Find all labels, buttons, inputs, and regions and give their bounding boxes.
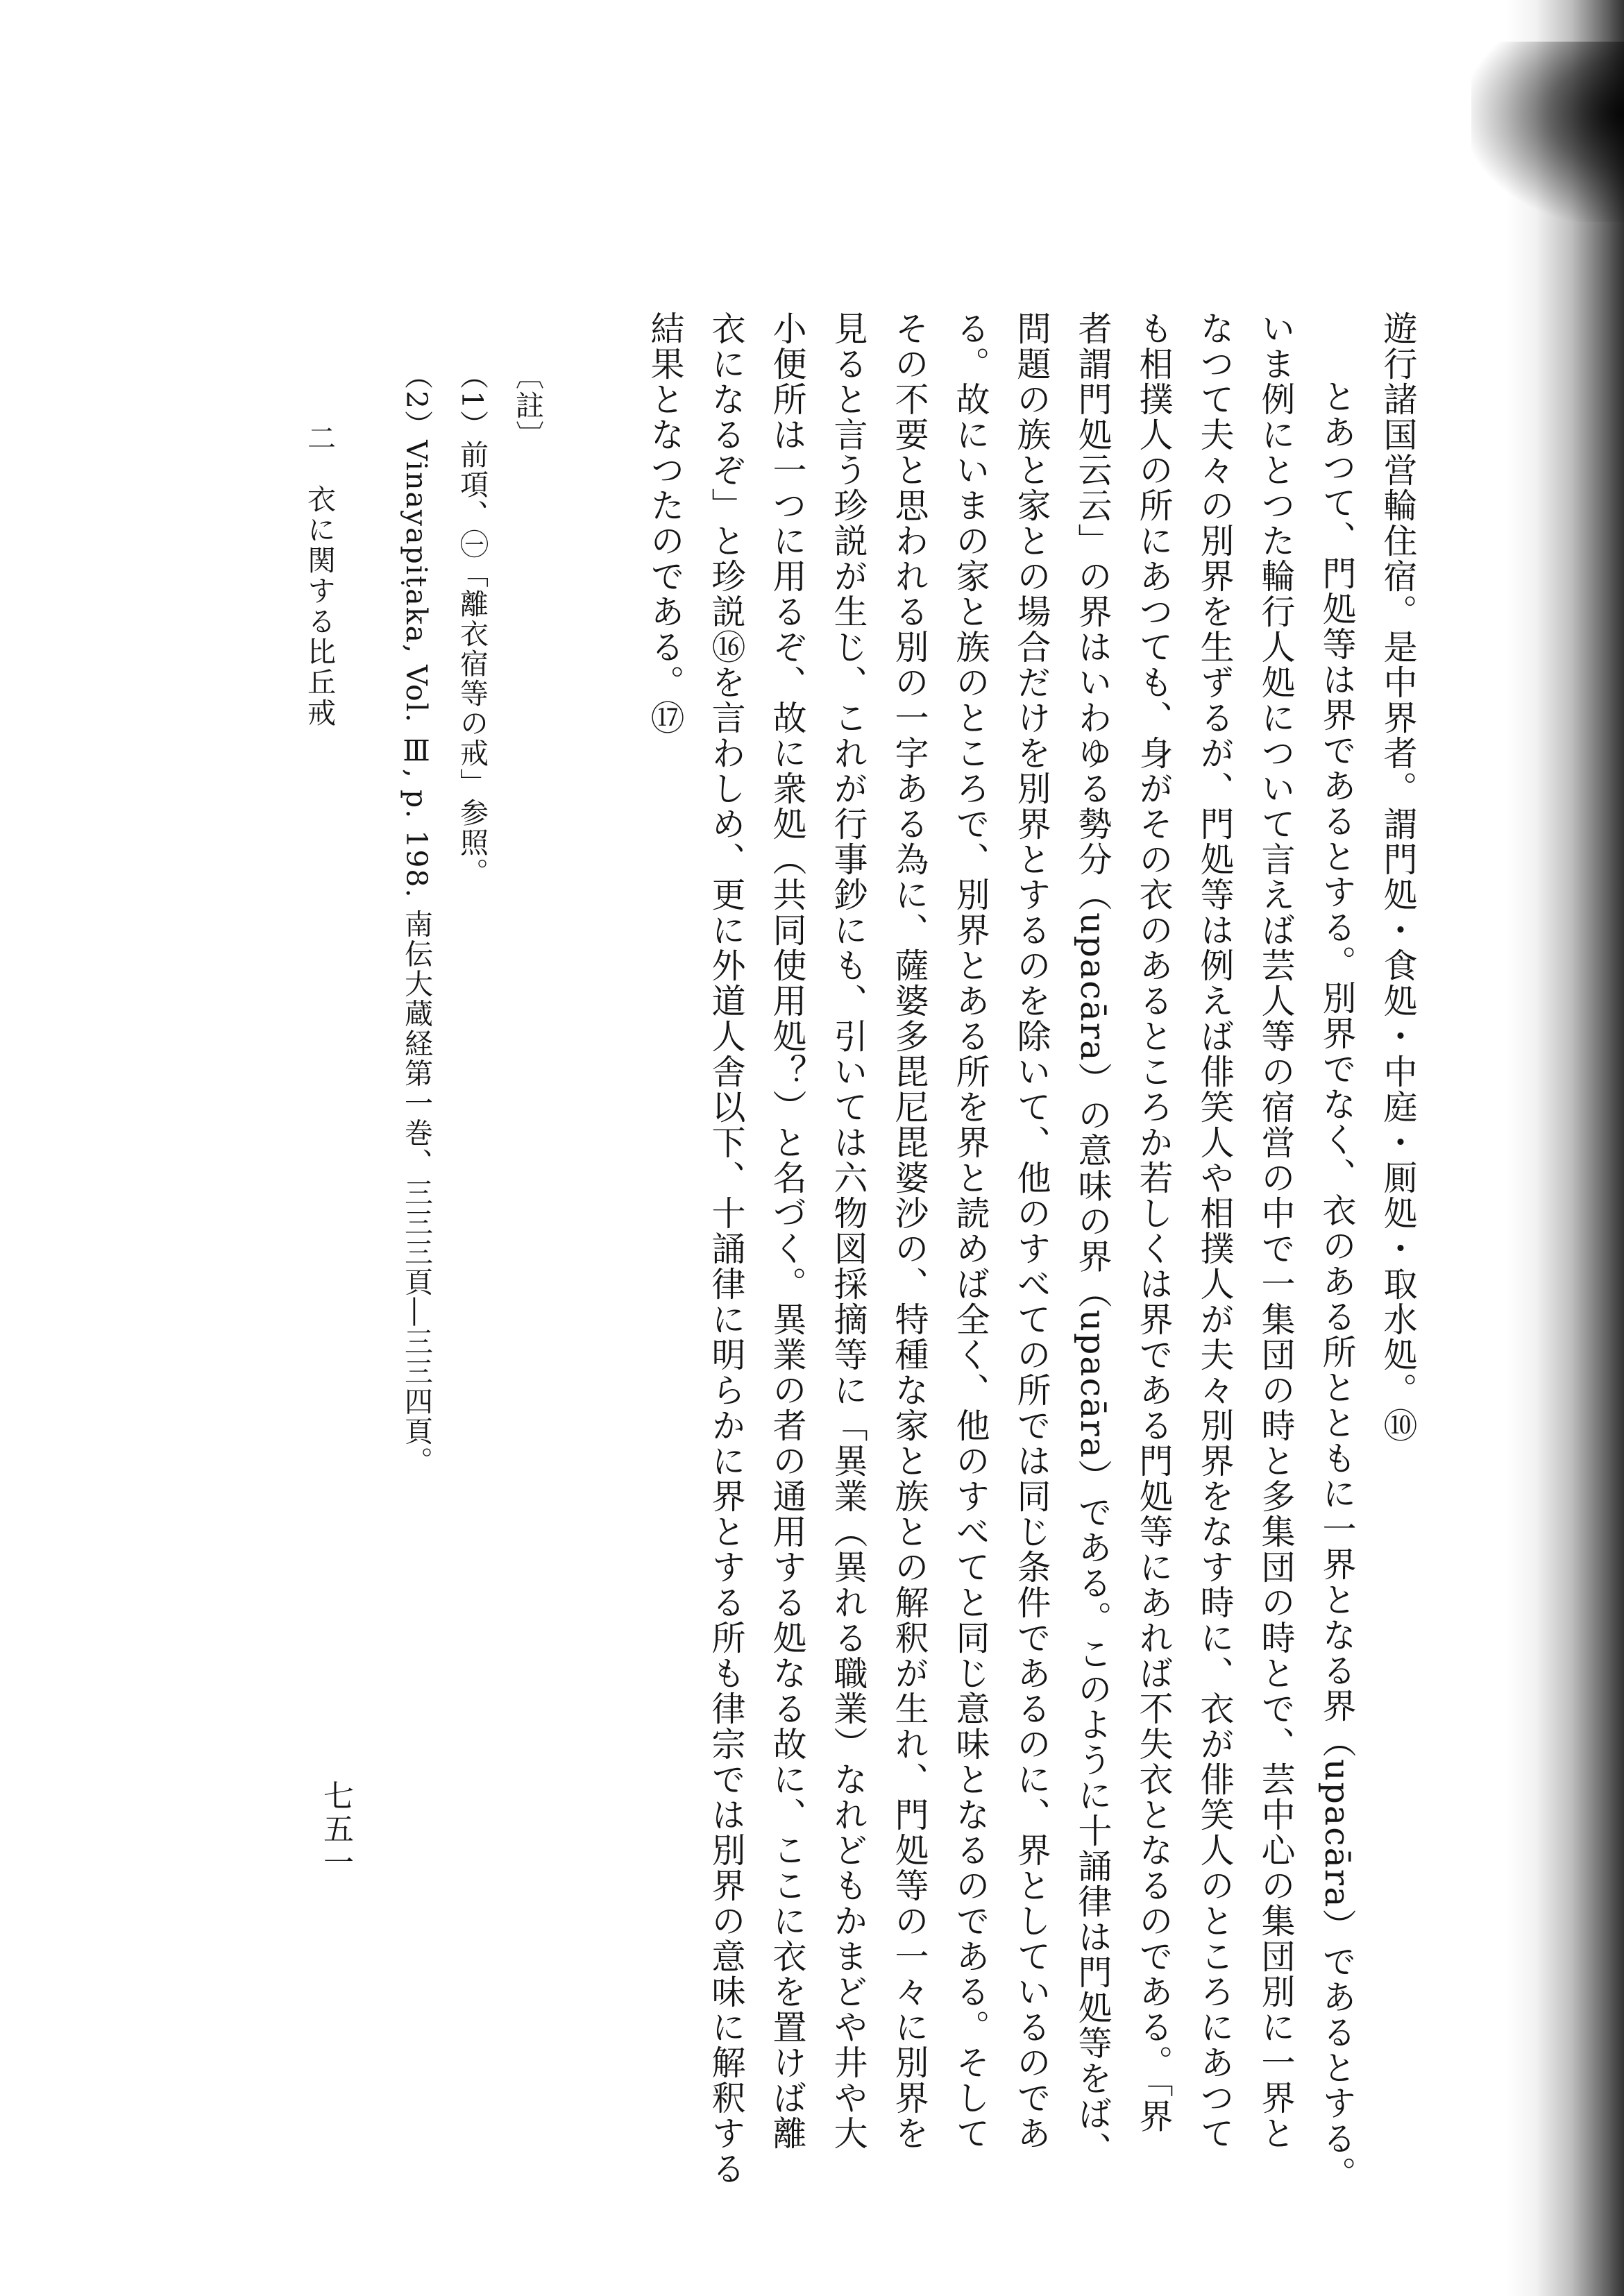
body-line: 結果となつたのである。⑰ [645, 311, 685, 735]
binding-edge-shadow [1506, 0, 1624, 2296]
body-line: 小便所は一つに用るぞ、故に衆処（共同使用処？）と名づく。異業の者の通用する処なる故に、ここに衣を置けば離 [768, 311, 807, 2151]
body-line: いま例にとつた輪行人処について言えば芸人等の宿営の中で一集団の時と多集団の時とで、芸中心の集団別に一界と [1256, 311, 1296, 2151]
body-text-column [568, 311, 1428, 2192]
body-line: 者謂門処云云」の界はいわゆる勢分（upacāra）の意味の界（upacāra）である。このように十誦律は門処等をば、 [1073, 311, 1113, 2167]
footnotes [375, 361, 555, 1887]
body-line: 衣になるぞ」と珍説⑯を言わしめ、更に外道人舎以下、十誦律に明らかに界とする所も律宗では別界の意味に解釈する [707, 311, 746, 2186]
page-number: 七五一 [318, 1780, 353, 1880]
footnote-item: （2）Vinayapiṭaka, Vol. Ⅲ, p. 198. 南伝大蔵経第一巻、三三三頁―三三四頁。 [400, 361, 433, 1477]
body-line: る。故にいまの家と族のところで、別界とある所を界と読めば全く、他のすべてと同じ意味となるのである。そして [951, 311, 990, 2151]
body-line: その不要と思われる別の一字ある為に、薩婆多毘尼毘婆沙の、特種な家と族との解釈が生れ、門処等の一々に別界を [890, 311, 929, 2151]
binding-edge-dark-spot [1471, 42, 1624, 222]
body-line: とあつて、門処等は界であるとする。別界でなく、衣のある所とともに一界となる界（upacāra）であるとする。 [1317, 379, 1357, 2192]
body-line: 問題の族と家との場合だけを別界とするのを除いて、他のすべての所では同じ条件であるのに、界としているのであ [1012, 311, 1051, 2151]
footnote-item: （1）前項、㊀「離衣宿等の戒」参照。 [455, 361, 489, 888]
notes-heading: 〔註〕 [511, 361, 544, 450]
body-line: 見ると言う珍説が生じ、これが行事鈔にも、引いては六物図採摘等に「異業（異れる職業）なれどもかまどや井や大 [829, 311, 868, 2151]
body-line: も相撲人の所にあつても、身がその衣のあるところか若しくは界である門処等にあれば不失衣となるのである。「界 [1134, 311, 1174, 2134]
running-head: 二 衣に関する比丘戒 [303, 423, 336, 729]
body-line: なつて夫々の別界を生ずるが、門処等は例えば俳笑人や相撲人が夫々別界をなす時に、衣が俳笑人のところにあつて [1195, 311, 1235, 2151]
body-line: 遊行諸国営輪住宿。是中界者。謂門処・食処・中庭・厠処・取水処。⑩ [1378, 311, 1418, 1443]
